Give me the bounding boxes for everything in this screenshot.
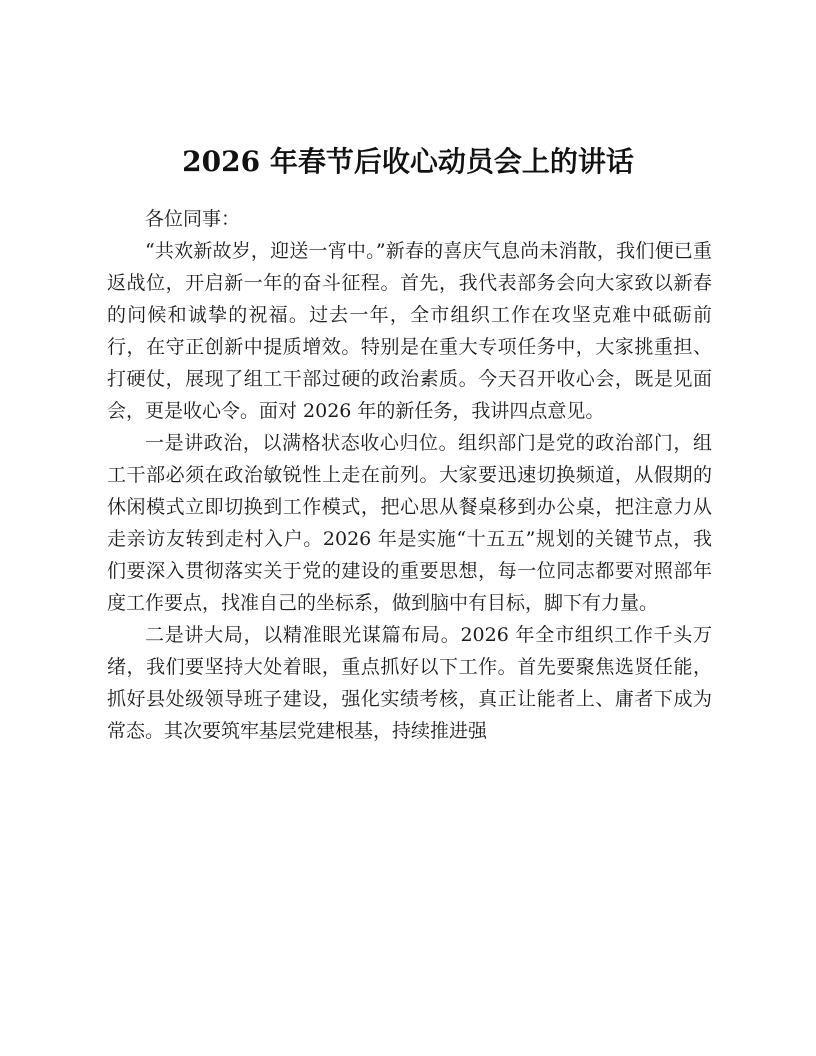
paragraph-point-one: 一是讲政治，以满格状态收心归位。组织部门是党的政治部门，组工干部必须在政治敏锐性上走在前列。大家要迅速切换频道，从假期的休闲模式立即切换到工作模式，把心思从餐桌移到办公桌，把注意力从走亲访友转到走村入户。2026 年是实施“十五五”规划的关键节点，我们要深入贯彻落实关于党的建设的重要思想，每一位同志都要对照部年度工作要点，找准自己的坐标系，做到脑中有目标，脚下有力量。 bbox=[107, 432, 712, 614]
salutation: 各位同事： bbox=[145, 208, 241, 230]
paragraph-point-two: 二是讲大局，以精准眼光谋篇布局。2026 年全市组织工作千头万绪，我们要坚持大处着眼，重点抓好以下工作。首先要聚焦选贤任能，抓好县处级领导班子建设，强化实绩考核，真正让能者上、庸者下成为常态。其次要筑牢基层党建根基，持续推进强 bbox=[107, 624, 712, 742]
paragraph-intro: “共欢新故岁，迎送一宵中。”新春的喜庆气息尚未消散，我们便已重返战位，开启新一年的奋斗征程。首先，我代表部务会向大家致以新春的问候和诚挚的祝福。过去一年，全市组织工作在攻坚克难中砥砺前行，在守正创新中提质增效。特别是在重大专项任务中，大家挑重担、打硬仗，展现了组工干部过硬的政治素质。今天召开收心会，既是见面会，更是收心令。面对 2026 年的新任务，我讲四点意见。 bbox=[107, 240, 712, 422]
document-body bbox=[107, 203, 712, 747]
document-title: 2026 年春节后收心动员会上的讲话 bbox=[182, 145, 634, 178]
